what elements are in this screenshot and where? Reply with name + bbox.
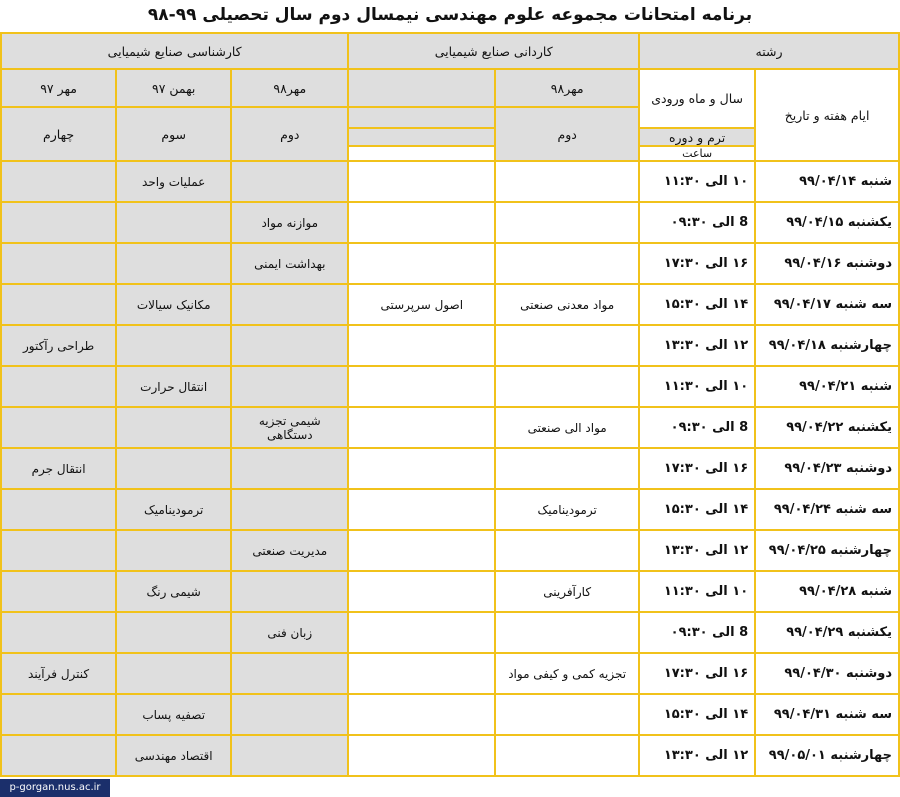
table-row	[1, 571, 899, 612]
karshenasi-subject-1	[231, 448, 348, 489]
table-row	[1, 612, 899, 653]
karshenasi-term-1: دوم	[231, 107, 348, 161]
time-cell: ۱۴ الی ۱۵:۳۰	[639, 284, 755, 325]
kardani-subject-2	[348, 161, 495, 202]
kardani-subject-2	[348, 489, 495, 530]
table-row	[1, 735, 899, 776]
table-row	[1, 694, 899, 735]
karshenasi-subject-2	[116, 407, 231, 448]
table-row	[1, 653, 899, 694]
kardani-year-1: مهر۹۸	[495, 69, 639, 107]
kardani-subject-1	[495, 448, 639, 489]
karshenasi-subject-3	[1, 530, 116, 571]
kardani-subject-2	[348, 694, 495, 735]
header-row-field	[1, 33, 899, 69]
karshenasi-subject-3	[1, 735, 116, 776]
kardani-subject-2	[348, 407, 495, 448]
karshenasi-subject-3	[1, 243, 116, 284]
karshenasi-subject-2: انتقال حرارت	[116, 366, 231, 407]
karshenasi-subject-1	[231, 694, 348, 735]
exam-schedule-table	[0, 32, 900, 777]
karshenasi-subject-1	[231, 653, 348, 694]
karshenasi-subject-2: تصفیه پساب	[116, 694, 231, 735]
time-cell: ۱۲ الی ۱۳:۳۰	[639, 735, 755, 776]
karshenasi-subject-1: شیمی تجزیه دستگاهی	[231, 407, 348, 448]
table-row	[1, 448, 899, 489]
year-label: سال و ماه ورودی	[639, 69, 755, 128]
time-cell: 8 الی ۰۹:۳۰	[639, 407, 755, 448]
kardani-subject-1	[495, 530, 639, 571]
date-cell: سه شنبه ۹۹/۰۴/۳۱	[755, 694, 899, 735]
date-cell: شنبه ۹۹/۰۴/۱۴	[755, 161, 899, 202]
karshenasi-year-3: مهر ۹۷	[1, 69, 116, 107]
karshenasi-subject-3: کنترل فرآیند	[1, 653, 116, 694]
kardani-subject-1: کارآفرینی	[495, 571, 639, 612]
table-row	[1, 489, 899, 530]
time-cell: 8 الی ۰۹:۳۰	[639, 612, 755, 653]
karshenasi-subject-2	[116, 653, 231, 694]
kardani-subject-1	[495, 735, 639, 776]
karshenasi-term-3: چهارم	[1, 107, 116, 161]
date-cell: دوشنبه ۹۹/۰۴/۲۳	[755, 448, 899, 489]
table-row	[1, 284, 899, 325]
karshenasi-subject-3	[1, 694, 116, 735]
kardani-subject-2	[348, 448, 495, 489]
table-row	[1, 407, 899, 448]
kardani-subject-2	[348, 202, 495, 243]
karshenasi-subject-1: بهداشت ایمنی	[231, 243, 348, 284]
karshenasi-subject-1	[231, 161, 348, 202]
karshenasi-subject-2	[116, 612, 231, 653]
karshenasi-subject-1: زبان فنی	[231, 612, 348, 653]
karshenasi-subject-1	[231, 284, 348, 325]
karshenasi-subject-3: انتقال جرم	[1, 448, 116, 489]
date-cell: سه شنبه ۹۹/۰۴/۱۷	[755, 284, 899, 325]
kardani-subject-1	[495, 612, 639, 653]
karshenasi-subject-1	[231, 571, 348, 612]
kardani-title: کاردانی صنایع شیمیایی	[348, 33, 639, 69]
kardani-term-2	[348, 128, 495, 146]
karshenasi-subject-2	[116, 325, 231, 366]
karshenasi-subject-1	[231, 325, 348, 366]
karshenasi-subject-3	[1, 366, 116, 407]
date-cell: چهارشنبه ۹۹/۰۵/۰۱	[755, 735, 899, 776]
date-cell: شنبه ۹۹/۰۴/۲۱	[755, 366, 899, 407]
karshenasi-subject-3	[1, 489, 116, 530]
karshenasi-subject-2: مکانیک سیالات	[116, 284, 231, 325]
kardani-subject-2: اصول سرپرستی	[348, 284, 495, 325]
time-cell: ۱۲ الی ۱۳:۳۰	[639, 530, 755, 571]
karshenasi-subject-2: اقتصاد مهندسی	[116, 735, 231, 776]
date-cell: دوشنبه ۹۹/۰۴/۳۰	[755, 653, 899, 694]
kardani-subject-2	[348, 530, 495, 571]
days-label: ایام هفته و تاریخ	[755, 69, 899, 161]
karshenasi-subject-2	[116, 243, 231, 284]
kardani-subject-1	[495, 161, 639, 202]
kardani-subject-1	[495, 325, 639, 366]
kardani-subject-1	[495, 366, 639, 407]
karshenasi-term-2: سوم	[116, 107, 231, 161]
kardani-year-2	[348, 69, 495, 107]
karshenasi-subject-2	[116, 530, 231, 571]
kardani-subject-2	[348, 612, 495, 653]
table-row	[1, 366, 899, 407]
time-cell: ۱۰ الی ۱۱:۳۰	[639, 161, 755, 202]
kardani-subject-1	[495, 202, 639, 243]
date-cell: شنبه ۹۹/۰۴/۲۸	[755, 571, 899, 612]
karshenasi-subject-3	[1, 612, 116, 653]
karshenasi-year-2: بهمن ۹۷	[116, 69, 231, 107]
kardani-subject-2	[348, 653, 495, 694]
karshenasi-subject-3	[1, 161, 116, 202]
kardani-subject-2	[348, 243, 495, 284]
karshenasi-subject-3	[1, 571, 116, 612]
karshenasi-subject-1	[231, 489, 348, 530]
date-cell: دوشنبه ۹۹/۰۴/۱۶	[755, 243, 899, 284]
karshenasi-subject-2	[116, 448, 231, 489]
kardani-subject-1: ترمودینامیک	[495, 489, 639, 530]
time-label: ساعت	[639, 146, 755, 161]
time-cell: ۱۴ الی ۱۵:۳۰	[639, 489, 755, 530]
karshenasi-subject-1: مدیریت صنعتی	[231, 530, 348, 571]
site-watermark: p-gorgan.nus.ac.ir	[0, 779, 110, 797]
kardani-subject-2	[348, 325, 495, 366]
date-cell: سه شنبه ۹۹/۰۴/۲۴	[755, 489, 899, 530]
date-cell: یکشنبه ۹۹/۰۴/۲۹	[755, 612, 899, 653]
time-cell: ۱۲ الی ۱۳:۳۰	[639, 325, 755, 366]
kardani-term-2-bottom	[348, 146, 495, 161]
table-row	[1, 325, 899, 366]
kardani-subject-1: مواد الی صنعتی	[495, 407, 639, 448]
karshenasi-title: کارشناسی صنایع شیمیایی	[1, 33, 348, 69]
karshenasi-subject-3	[1, 284, 116, 325]
time-cell: ۱۰ الی ۱۱:۳۰	[639, 571, 755, 612]
date-cell: یکشنبه ۹۹/۰۴/۱۵	[755, 202, 899, 243]
karshenasi-subject-3	[1, 407, 116, 448]
time-cell: ۱۴ الی ۱۵:۳۰	[639, 694, 755, 735]
table-row	[1, 243, 899, 284]
karshenasi-subject-2: ترمودینامیک	[116, 489, 231, 530]
kardani-subject-2	[348, 735, 495, 776]
karshenasi-subject-1	[231, 735, 348, 776]
time-cell: ۱۶ الی ۱۷:۳۰	[639, 243, 755, 284]
page-title: برنامه امتحانات مجموعه علوم مهندسی نیمسال دوم سال تحصیلی ۹۹-۹۸	[147, 5, 753, 25]
table-row	[1, 530, 899, 571]
karshenasi-subject-1	[231, 366, 348, 407]
header-row-year	[1, 69, 899, 107]
time-cell: 8 الی ۰۹:۳۰	[639, 202, 755, 243]
karshenasi-year-1: مهر۹۸	[231, 69, 348, 107]
time-cell: ۱۰ الی ۱۱:۳۰	[639, 366, 755, 407]
karshenasi-subject-2	[116, 202, 231, 243]
time-cell: ۱۶ الی ۱۷:۳۰	[639, 448, 755, 489]
karshenasi-subject-3	[1, 202, 116, 243]
karshenasi-subject-1: موازنه مواد	[231, 202, 348, 243]
time-cell: ۱۶ الی ۱۷:۳۰	[639, 653, 755, 694]
karshenasi-subject-3: طراحی رآکتور	[1, 325, 116, 366]
date-cell: چهارشنبه ۹۹/۰۴/۱۸	[755, 325, 899, 366]
kardani-term-2-top	[348, 107, 495, 128]
date-cell: یکشنبه ۹۹/۰۴/۲۲	[755, 407, 899, 448]
term-label: ترم و دوره	[639, 128, 755, 146]
kardani-subject-1	[495, 694, 639, 735]
kardani-subject-1	[495, 243, 639, 284]
kardani-subject-1: تجزیه کمی و کیفی مواد	[495, 653, 639, 694]
kardani-term-1: دوم	[495, 107, 639, 161]
date-cell: چهارشنبه ۹۹/۰۴/۲۵	[755, 530, 899, 571]
field-label: رشته	[639, 33, 899, 69]
karshenasi-subject-2: عملیات واحد	[116, 161, 231, 202]
table-row	[1, 161, 899, 202]
kardani-subject-2	[348, 571, 495, 612]
kardani-subject-2	[348, 366, 495, 407]
table-row	[1, 202, 899, 243]
kardani-subject-1: مواد معدنی صنعتی	[495, 284, 639, 325]
karshenasi-subject-2: شیمی رنگ	[116, 571, 231, 612]
